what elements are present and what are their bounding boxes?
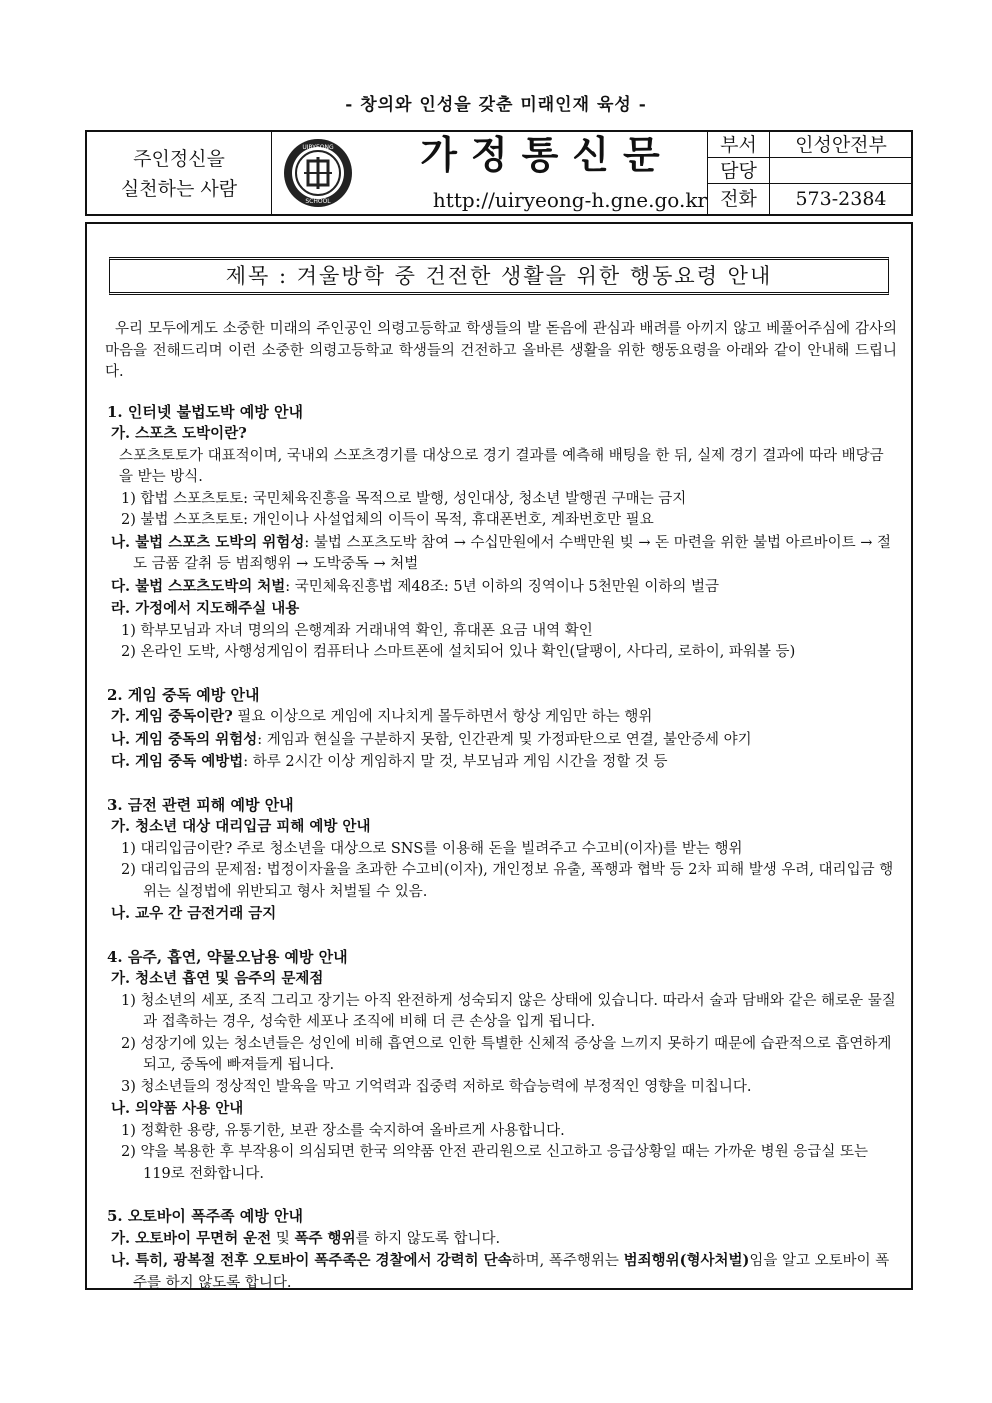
newsletter-header xyxy=(85,130,913,216)
section-5-title: 5. 오토바이 폭주족 예방 안내 xyxy=(107,1207,303,1225)
info-key: 담당 xyxy=(708,158,770,183)
s1-a-item-1: 1) 합법 스포츠토토: 국민체육진흥을 목적으로 발행, 성인대상, 청소년 발행권 구매는 금지 xyxy=(121,490,687,507)
s2-c xyxy=(105,751,897,774)
s2-b xyxy=(105,729,897,752)
s5-a-mid: 및 xyxy=(271,1230,295,1247)
s1-b-text: : 불법 스포츠도박 참여 → 수십만원에서 수백만원 빚 → 돈 마련을 위한 불법 아르바이트 → 절도 금품 갈취 등 범죄행위 → 도박중독 → 처벌 xyxy=(133,534,892,572)
svg-text:UIRYEONG: UIRYEONG xyxy=(302,144,334,151)
s2-a-text: 필요 이상으로 게임에 지나치게 몰두하면서 항상 게임만 하는 행위 xyxy=(232,709,653,725)
school-emblem-logo xyxy=(282,137,354,209)
s1-a-title: 가. 스포츠 도박이란? xyxy=(111,425,247,442)
info-value: 573-2384 xyxy=(795,188,887,210)
school-website-link[interactable]: http://uiryeong-h.gne.go.kr xyxy=(432,188,707,212)
info-row-phone xyxy=(708,184,912,214)
s4-b-title: 나. 의약품 사용 안내 xyxy=(111,1100,244,1117)
section-4-title: 4. 음주, 흡연, 약물오남용 예방 안내 xyxy=(107,947,348,966)
school-slogan xyxy=(87,132,272,214)
s5-b xyxy=(105,1250,897,1294)
info-row-department xyxy=(708,132,912,158)
s1-a-item-2: 2) 불법 스포츠토토: 개인이나 사설업체의 이득이 목적, 휴대폰번호, 계좌번호만 필요 xyxy=(121,512,654,528)
s5-b-pre: 나. 특히, xyxy=(111,1252,174,1269)
s3-a-item-2: 2) 대리입금의 문제점: 법정이자율을 초과한 수고비(이자), 개인정보 유출, 폭행과 협박 등 2차 피해 발생 우려, 대리입금 행위는 실정법에 위반되고 형사 처벌될 수 있음. xyxy=(121,862,894,900)
s3-a-title: 가. 청소년 대상 대리입금 피해 예방 안내 xyxy=(111,818,371,835)
info-value xyxy=(770,158,912,183)
slogan-line-1: 주인정신을 xyxy=(133,148,225,170)
s2-c-text: : 하루 2시간 이상 게임하지 말 것, 부모님과 게임 시간을 정할 것 등 xyxy=(243,754,668,770)
s5-a-label: 가. 오토바이 무면허 운전 xyxy=(111,1229,272,1247)
info-row-manager xyxy=(708,158,912,184)
s2-a xyxy=(105,706,897,729)
info-key: 부서 xyxy=(708,132,770,157)
s5-b-bold-1: 광복절 전후 오토바이 폭주족은 경찰에서 강력히 단속 xyxy=(173,1252,512,1269)
s1-c xyxy=(105,576,897,599)
slogan-line-2: 실천하는 사람 xyxy=(120,178,238,200)
s5-a xyxy=(105,1228,897,1251)
intro-paragraph: 우리 모두에게도 소중한 미래의 주인공인 의령고등학교 학생들의 발 돋음에 관심과 배려를 아끼지 않고 베풀어주심에 감사의 마음을 전해드리며 이런 소중한 의령고등학교 학생들의 건전하고 올바른 생활을 위한 행동요령을 아래와 같이 안내해 드립니다. xyxy=(105,321,897,380)
content xyxy=(105,319,897,1294)
school-motto: - 창의와 인성을 갖춘 미래인재 육성 - xyxy=(345,95,647,115)
s1-b xyxy=(105,532,897,576)
s1-c-label: 다. 불법 스포츠도박의 처벌 xyxy=(111,577,286,595)
s5-b-bold-2: 범죄행위(형사처벌) xyxy=(623,1252,750,1269)
s4-b-item-2: 2) 약을 복용한 후 부작용이 의심되면 한국 의약품 안전 관리원으로 신고하고 응급상황일 때는 가까운 병원 응급실 또는 119로 전화합니다. xyxy=(121,1144,868,1182)
s4-a-item-3: 3) 청소년들의 정상적인 발육을 막고 기억력과 집중력 저하로 학습능력에 부정적인 영향을 미칩니다. xyxy=(121,1078,752,1095)
newsletter-body xyxy=(85,222,913,1290)
s4-a-title: 가. 청소년 흡연 및 음주의 문제점 xyxy=(111,970,324,987)
section-2-title: 2. 게임 중독 예방 안내 xyxy=(107,685,260,704)
s2-b-label: 나. 게임 중독의 위험성 xyxy=(111,730,258,748)
s2-a-label: 가. 게임 중독이란? xyxy=(111,708,233,725)
s2-c-label: 다. 게임 중독 예방법 xyxy=(111,753,244,770)
s1-d-title: 라. 가정에서 지도해주실 내용 xyxy=(111,600,300,617)
s2-b-text: : 게임과 현실을 구분하지 못함, 인간관계 및 가정파탄으로 연결, 불안증세 야기 xyxy=(257,731,752,748)
s1-a-text: 스포츠토토가 대표적이며, 국내외 스포츠경기를 대상으로 경기 결과를 예측해 배팅을 한 뒤, 실제 경기 결과에 따라 배당금을 받는 방식. xyxy=(119,447,884,485)
s5-a-end: 를 하지 않도록 합니다. xyxy=(355,1230,501,1247)
s4-b-item-1: 1) 정확한 용량, 유통기한, 보관 장소를 숙지하여 올바르게 사용합니다. xyxy=(121,1122,565,1139)
s5-a-bold: 폭주 행위 xyxy=(294,1229,356,1247)
s1-b-label: 나. 불법 스포츠 도박의 위험성 xyxy=(111,533,305,551)
info-value: 인성안전부 xyxy=(795,134,887,156)
s4-a-item-2: 2) 성장기에 있는 청소년들은 성인에 비해 흡연으로 인한 특별한 신체적 증상을 느끼지 못하기 때문에 습관적으로 흡연하게 되고, 중독에 빠져들게 됩니다. xyxy=(121,1035,892,1073)
newsletter-title: 가정통신문 xyxy=(420,132,674,177)
s1-c-text: : 국민체육진흥법 제48조: 5년 이하의 징역이나 5천만원 이하의 벌금 xyxy=(285,578,719,595)
info-key: 전화 xyxy=(708,184,770,214)
section-3-title: 3. 금전 관련 피해 예방 안내 xyxy=(107,795,294,814)
svg-text:SCHOOL: SCHOOL xyxy=(305,198,331,205)
s5-b-end: 임을 알고 오토바이 폭주를 하지 않도록 합니다. xyxy=(133,1253,890,1291)
s3-b-title: 나. 교우 간 금전거래 금지 xyxy=(111,905,277,922)
s5-b-mid: 하며, 폭주행위는 xyxy=(511,1253,624,1269)
contact-info-table xyxy=(707,132,911,214)
s4-a-item-1: 1) 청소년의 세포, 조직 그리고 장기는 아직 완전하게 성숙되지 않은 상태에 있습니다. 따라서 술과 담배와 같은 해로운 물질과 접촉하는 경우, 성숙한 세포나 조직에 비해 더 큰 손상을 입게 됩니다. xyxy=(121,992,896,1030)
s3-a-item-1: 1) 대리입금이란? 주로 청소년을 대상으로 SNS를 이용해 돈을 빌려주고 수고비(이자)를 받는 행위 xyxy=(121,840,743,857)
subject-title: 제목 : 겨울방학 중 건전한 생활을 위한 행동요령 안내 xyxy=(109,257,889,295)
s1-d-item-1: 1) 학부모님과 자녀 명의의 은행계좌 거래내역 확인, 휴대폰 요금 내역 확인 xyxy=(121,622,593,639)
section-1-title: 1. 인터넷 불법도박 예방 안내 xyxy=(107,402,303,421)
s1-d-item-2: 2) 온라인 도박, 사행성게임이 컴퓨터나 스마트폰에 설치되어 있나 확인(달팽이, 사다리, 로하이, 파워볼 등) xyxy=(121,644,796,660)
